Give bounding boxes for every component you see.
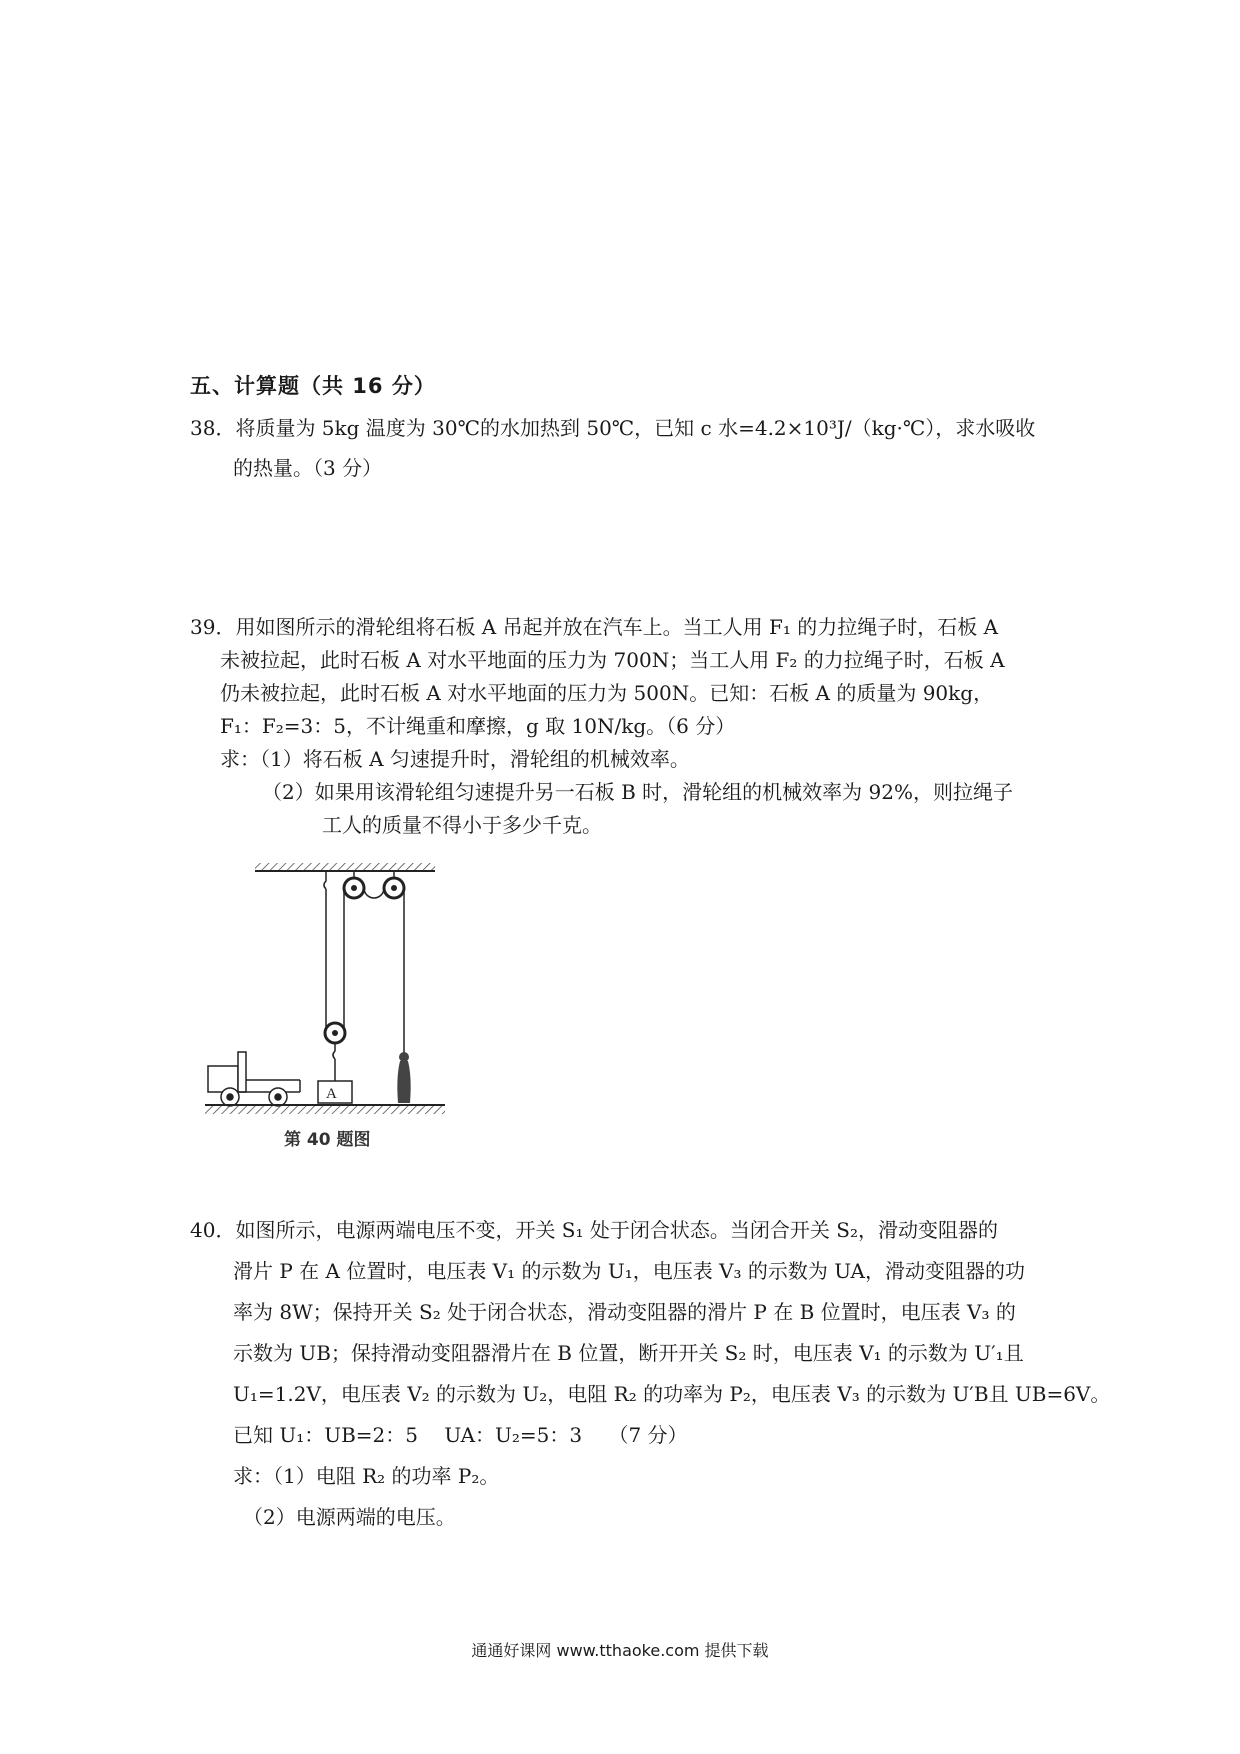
q40-line-6: 已知 U₁：UB=2：5 UA：U₂=5：3 （7 分）: [233, 1423, 688, 1447]
ceiling-hook: [324, 871, 326, 889]
page-footer: 通通好课网 www.tthaoke.com 提供下载: [471, 1641, 769, 1660]
q38-line-1: 38．将质量为 5kg 温度为 30℃的水加热到 50℃，已知 c 水=4.2×10³J/（kg·℃），求水吸收: [190, 416, 1036, 440]
q39-line-1: 39．用如图所示的滑轮组将石板 A 吊起并放在汽车上。当工人用 F₁ 的力拉绳子时，石板 A: [190, 615, 999, 639]
q39-line-3: 仍未被拉起，此时石板 A 对水平地面的压力为 500N。已知：石板 A 的质量为 90kg，: [220, 681, 994, 705]
q40-line-3: 率为 8W；保持开关 S₂ 处于闭合状态，滑动变阻器的滑片 P 在 B 位置时，电压表 V₃ 的: [233, 1300, 1016, 1324]
pulley-truck-figure: [200, 855, 460, 1125]
worker-figure: [397, 1052, 410, 1103]
ground: [205, 1105, 445, 1114]
truck: [208, 1052, 300, 1106]
ropes: [326, 888, 404, 1097]
figure-caption: 第 40 题图: [284, 1130, 371, 1150]
section-title: 五、计算题（共 16 分）: [190, 374, 436, 398]
movable-pulley: [325, 1023, 345, 1081]
q40-line-1: 40．如图所示，电源两端电压不变，开关 S₁ 处于闭合状态。当闭合开关 S₂，滑动变阻器的: [190, 1218, 998, 1242]
q39-line-7: 工人的质量不得小于多少千克。: [322, 813, 602, 837]
q40-line-8: （2）电源两端的电压。: [243, 1505, 456, 1529]
q39-line-4: F₁：F₂=3：5，不计绳重和摩擦，g 取 10N/kg。（6 分）: [220, 714, 736, 738]
fixed-pulley-right: [384, 871, 404, 898]
q38-line-2: 的热量。（3 分）: [233, 456, 383, 480]
ceiling: [255, 863, 435, 871]
q40-line-4: 示数为 UB；保持滑动变阻器滑片在 B 位置，断开开关 S₂ 时，电压表 V₁ 的示数为 U′₁且: [233, 1341, 1024, 1365]
q40-line-5: U₁=1.2V，电压表 V₂ 的示数为 U₂，电阻 R₂ 的功率为 P₂，电压表 V₃ 的示数为 U′B且 UB=6V。: [233, 1382, 1111, 1406]
q39-line-2: 未被拉起，此时石板 A 对水平地面的压力为 700N；当工人用 F₂ 的力拉绳子时，石板 A: [220, 648, 1005, 672]
fixed-pulley-left: [344, 871, 364, 898]
stone-block-a: [318, 1081, 352, 1103]
q39-line-6: （2）如果用该滑轮组匀速提升另一石板 B 时，滑轮组的机械效率为 92%，则拉绳子: [262, 780, 1013, 804]
block-label: A: [326, 1086, 337, 1102]
q40-line-7: 求：（1）电阻 R₂ 的功率 P₂。: [233, 1464, 500, 1488]
q40-line-2: 滑片 P 在 A 位置时，电压表 V₁ 的示数为 U₁，电压表 V₃ 的示数为 UA，滑动变阻器的功: [233, 1259, 1025, 1283]
q39-line-5: 求：（1）将石板 A 匀速提升时，滑轮组的机械效率。: [220, 747, 690, 771]
